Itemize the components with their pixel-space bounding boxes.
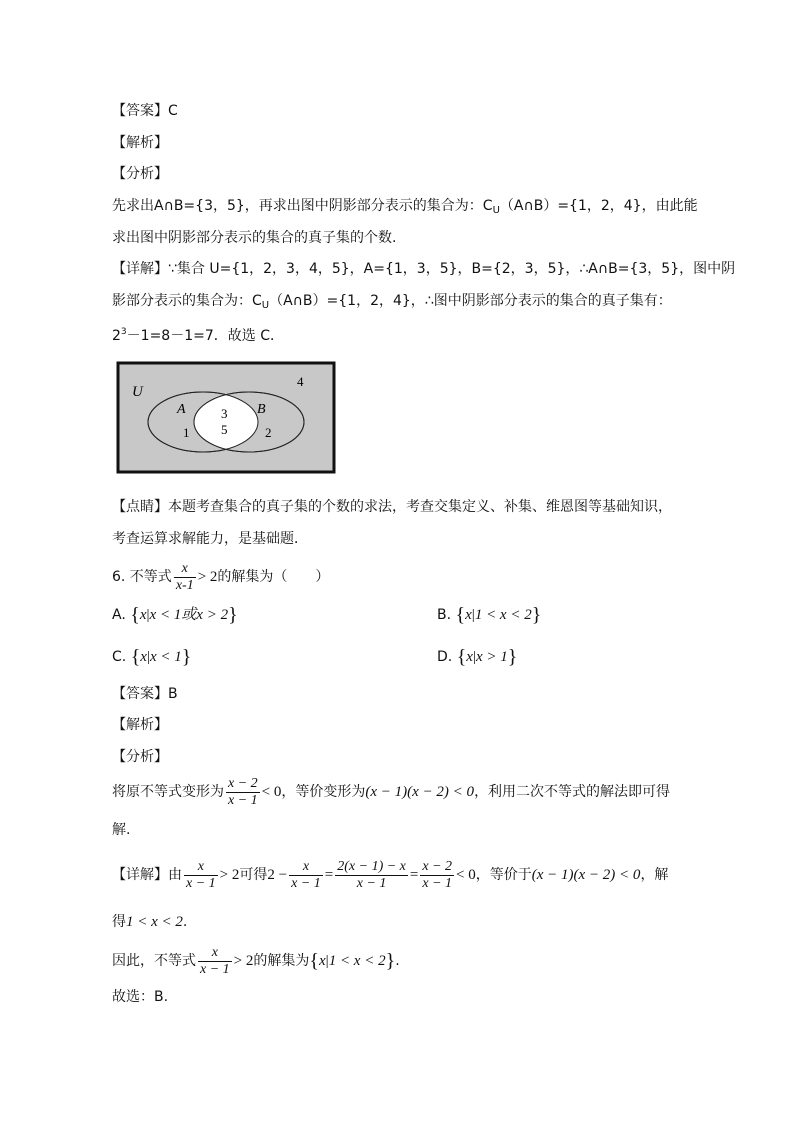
q6-xiangjie-line1 [112,856,668,894]
xj-result: 1 < x < 2 [126,914,183,930]
xiangjie-text: ∵集合 U={1，2，3，4，5}，A={1，3，5}，B={2，3，5}，∴A∩B={3，5}，图中阴 [168,261,736,277]
q6-jiexi-tag: 【解析】 [112,717,168,733]
denominator: x − 1 [356,875,387,891]
complement-subscript: U [492,205,500,216]
denominator: x-1 [175,577,194,593]
xj-fraction-4 [420,859,454,892]
conc-text: 因此，不等式 [112,953,196,969]
power-exponent: 3 [120,327,127,337]
set-condition: 1 < x < 2 [474,607,532,623]
venn-diagram [116,361,336,474]
dianjing-text: 本题考查集合的真子集的个数的求法，考查交集定义、补集、维恩图等基础知识， [168,499,672,515]
set-condition: 1 < x < 2 [328,953,386,969]
conc-text: . [395,953,400,969]
numerator: x [289,859,323,876]
fenxi-text: ，等价变形为 [281,784,366,800]
set-var: x [140,649,147,665]
denominator: x − 1 [228,792,258,808]
set-bar: | [471,607,475,623]
xj-expr: (x − 1)(x − 2) < 0 [531,867,641,883]
q6-stem [112,560,329,594]
label-5: 5 [221,422,228,437]
conc-text: 的解集为 [253,953,310,969]
q5-dianjing-line2: 考查运算求解能力，是基础题． [112,531,308,547]
q5-answer-line [112,101,178,121]
brace-close: } [181,646,192,668]
set-condition: x < 1或x > 2 [149,607,229,623]
fenxi-fraction [226,776,260,809]
set-var: x [466,649,473,665]
stem-fraction [174,561,196,594]
brace-open: { [309,950,319,972]
xj-eq: = [324,867,334,883]
stem-prefix: 6. 不等式 [112,569,172,585]
xj-ineq: > 2 [219,867,240,883]
option-a[interactable] [112,605,238,625]
q6-fenxi-line2: 解. [112,822,131,838]
q6-answer-line [112,684,178,704]
option-c[interactable] [112,647,191,667]
xiangjie-text-end: （A∩B）={1，2，4}，∴图中阴影部分表示的集合的真子集有： [269,293,672,309]
q5-dianjing-line1 [112,497,672,517]
set-var: x [319,953,326,969]
xiangjie-tag: 【详解】 [112,867,168,883]
label-4: 4 [297,374,304,389]
fenxi-text: 将原不等式变形为 [112,784,224,800]
answer-tag: 【答案】 [112,686,168,702]
answer-value: C [168,103,178,119]
q6-final: 故选：B. [112,989,169,1005]
q6-xiangjie-line2 [112,912,187,932]
numerator: x [184,859,218,876]
answer-tag: 【答案】 [112,103,168,119]
fenxi-text: 先求出A∩B={3，5}，再求出图中阴影部分表示的集合为：C [112,198,493,214]
dianjing-tag: 【点睛】 [112,499,168,515]
fenxi-text-end: （A∩B）={1，2，4}，由此能 [499,198,698,214]
q5-xiangjie-line2 [112,291,672,316]
denominator: x − 1 [200,961,230,977]
xj-eq: = [409,867,419,883]
option-d-label: D. [437,649,453,665]
set-var: x [139,607,147,623]
set-condition: x > 1 [475,649,508,665]
set-condition: x < 1 [149,649,182,665]
set-bar: | [146,649,150,665]
stem-suffix: 的解集为（ ） [217,569,330,585]
brace-open: { [130,646,141,668]
denominator: x − 1 [186,875,216,891]
xj-text: ，解 [640,867,669,883]
xj-fraction-3 [335,859,408,892]
q5-xiangjie-line1 [112,259,735,279]
xj-text: ，等价于 [475,867,532,883]
q6-fenxi-line1 [112,773,670,811]
label-a: A [177,402,186,417]
option-b[interactable] [437,605,541,625]
brace-close: } [385,950,396,972]
q5-jiexi-tag: 【解析】 [112,135,168,151]
xj-text: 可得 [239,867,268,883]
q6-conclusion [112,942,400,980]
brace-open: { [130,604,140,626]
power-base: 2 [112,328,121,344]
brace-close: } [531,604,542,626]
label-b: B [257,402,266,417]
fenxi-text: ，利用二次不等式的解法即可得 [474,784,671,800]
label-1: 1 [183,425,190,440]
numerator: x [198,945,232,962]
answer-value: B [168,686,178,702]
set-bar: | [325,953,329,969]
q5-fenxi-line1 [112,196,698,221]
denominator: x − 1 [422,875,453,891]
xj-fraction-1 [184,859,218,892]
brace-close: } [507,646,518,668]
numerator: x [174,561,196,578]
numerator: x − 2 [422,858,453,874]
brace-open: { [455,604,466,626]
xj-text: 得 [112,914,126,930]
xj-fraction-2 [289,859,323,892]
xj-text: . [182,914,188,930]
set-bar: | [472,649,476,665]
denominator: x − 1 [291,875,321,891]
fenxi-ineq: < 0 [261,784,282,800]
option-b-label: B. [437,607,452,623]
q5-fenxi-line2: 求出图中阴影部分表示的集合的真子集的个数. [112,230,397,246]
conc-ineq: > 2 [233,953,254,969]
q5-xiangjie-line3 [112,322,284,346]
xiangjie-tag: 【详解】 [112,261,168,277]
label-u: U [132,384,143,400]
numerator: x − 2 [228,775,258,791]
option-c-label: C. [112,649,127,665]
xiangjie-text: 影部分表示的集合为：C [112,293,262,309]
q6-fenxi-tag: 【分析】 [112,749,168,765]
q5-fenxi-tag: 【分析】 [112,166,168,182]
xj-text: 由 [168,867,182,883]
set-bar: | [146,607,150,623]
xj-expr: 2 − [267,867,288,883]
set-var: x [465,607,472,623]
numerator: 2(x − 1) − x [337,858,406,874]
conc-fraction [198,945,232,978]
option-a-label: A. [112,607,126,623]
xj-ineq: < 0 [456,867,476,883]
xiangjie-text-end: －1=8－1=7．故选 C． [126,328,284,344]
option-d[interactable] [437,647,517,667]
brace-close: } [228,604,238,626]
brace-open: { [456,646,467,668]
label-2: 2 [265,425,272,440]
complement-subscript: U [261,300,270,311]
fenxi-expr: (x − 1)(x − 2) < 0 [365,784,475,800]
label-3: 3 [221,406,228,421]
stem-inequality: > 2 [197,569,218,585]
